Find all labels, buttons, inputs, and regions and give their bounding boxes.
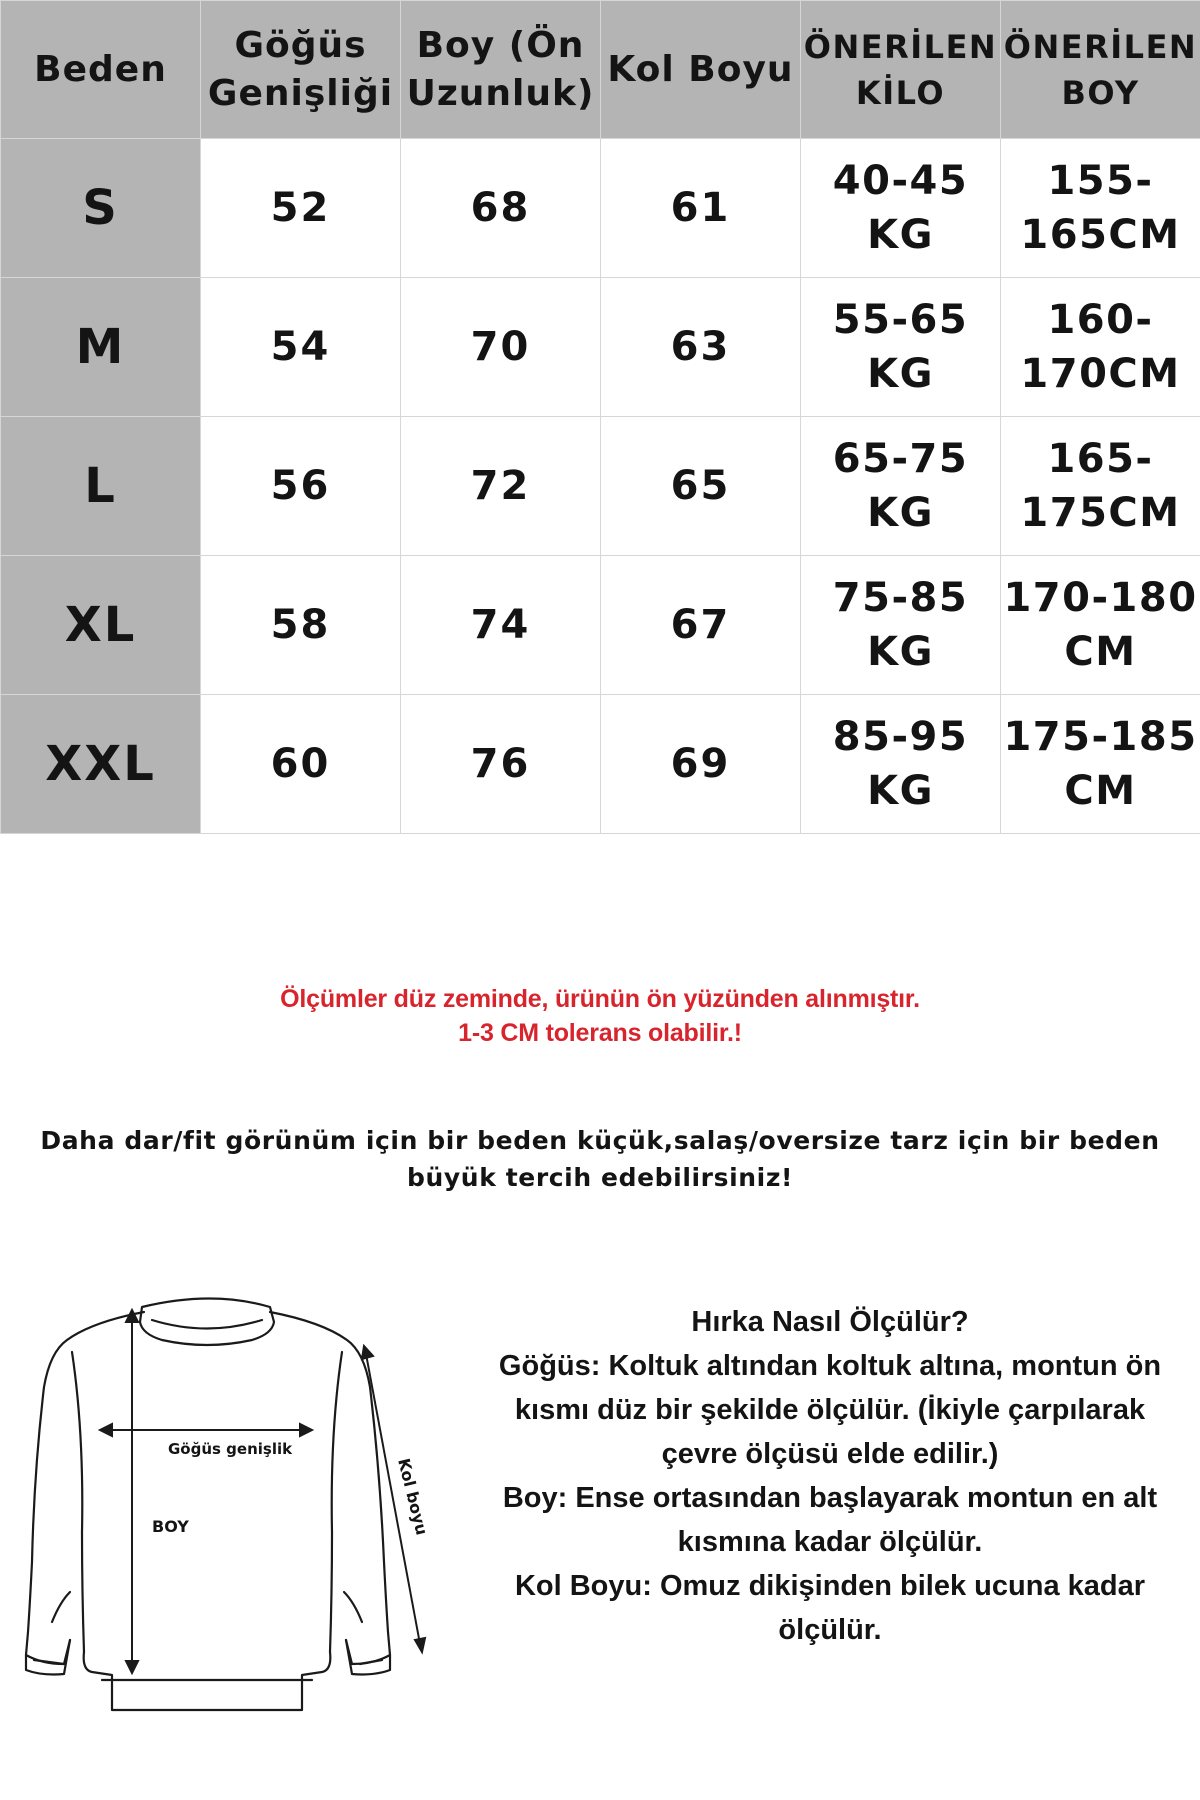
length-cell: 72 (401, 417, 601, 556)
chest-cell: 52 (201, 139, 401, 278)
height-cell: 155- 165CM (1001, 139, 1200, 278)
height-cell: 160- 170CM (1001, 278, 1200, 417)
chest-cell: 60 (201, 695, 401, 834)
table-row (1, 695, 1200, 834)
table-row (1, 417, 1200, 556)
weight-cell: 65-75 KG (801, 417, 1001, 556)
tolerance-note-line: 1-3 CM tolerans olabilir.! (458, 1019, 742, 1047)
sleeve-cell: 69 (601, 695, 801, 834)
chest-width-label: Göğüs genişlik (168, 1440, 293, 1458)
chest-cell: 56 (201, 417, 401, 556)
length-cell: 74 (401, 556, 601, 695)
instructions-title: Hırka Nasıl Ölçülür? (691, 1306, 969, 1338)
header-recommended-weight: ÖNERİLEN KİLO (801, 1, 1001, 139)
header-size: Beden (1, 1, 201, 139)
sweater-outline-icon (26, 1299, 390, 1711)
length-label: BOY (152, 1517, 189, 1536)
size-chart-table (0, 0, 1200, 834)
size-cell: S (1, 139, 201, 278)
weight-cell: 75-85 KG (801, 556, 1001, 695)
header-chest-width: Göğüs Genişliği (201, 1, 401, 139)
length-cell: 76 (401, 695, 601, 834)
size-cell: M (1, 278, 201, 417)
weight-cell: 40-45 KG (801, 139, 1001, 278)
length-cell: 68 (401, 139, 601, 278)
sleeve-cell: 61 (601, 139, 801, 278)
table-row (1, 556, 1200, 695)
instructions-line: Kol Boyu: Omuz dikişinden bilek ucuna kadar (514, 1570, 1146, 1602)
sweater-measurement-diagram (12, 1292, 442, 1712)
instructions-line: Göğüs: Koltuk altından koltuk altına, montun ön (498, 1350, 1162, 1382)
measurement-arrows (100, 1310, 425, 1673)
weight-cell: 85-95 KG (801, 695, 1001, 834)
fit-advice-line: büyük tercih edebilirsiniz! (407, 1163, 793, 1192)
fit-advice-note (0, 1122, 1200, 1196)
height-cell: 175-185 CM (1001, 695, 1200, 834)
instructions-line: çevre ölçüsü elde edilir.) (661, 1438, 999, 1470)
instructions-line: kısmı düz bir şekilde ölçülür. (İkiyle çarpılarak (514, 1394, 1146, 1426)
sleeve-cell: 67 (601, 556, 801, 695)
weight-cell: 55-65 KG (801, 278, 1001, 417)
instructions-line: ölçülür. (778, 1614, 882, 1646)
size-cell: XXL (1, 695, 201, 834)
fit-advice-line: Daha dar/fit görünüm için bir beden küçük,salaş/oversize tarz için bir beden (40, 1126, 1160, 1155)
height-cell: 165- 175CM (1001, 417, 1200, 556)
height-cell: 170-180 CM (1001, 556, 1200, 695)
header-sleeve-length: Kol Boyu (601, 1, 801, 139)
tolerance-note (0, 982, 1200, 1050)
sleeve-cell: 65 (601, 417, 801, 556)
sleeve-cell: 63 (601, 278, 801, 417)
table-header-row (1, 1, 1200, 139)
header-recommended-height: ÖNERİLEN BOY (1001, 1, 1200, 139)
sleeve-length-label: Kol boyu (394, 1456, 432, 1538)
header-front-length: Boy (Ön Uzunluk) (401, 1, 601, 139)
tolerance-note-line: Ölçümler düz zeminde, ürünün ön yüzünden alınmıştır. (280, 985, 920, 1013)
table-row (1, 278, 1200, 417)
length-cell: 70 (401, 278, 601, 417)
instructions-line: Boy: Ense ortasından başlayarak montun en alt (502, 1482, 1158, 1514)
table-row (1, 139, 1200, 278)
measurement-instructions (482, 1300, 1178, 1652)
size-cell: L (1, 417, 201, 556)
instructions-line: kısmına kadar ölçülür. (677, 1526, 983, 1558)
size-cell: XL (1, 556, 201, 695)
chest-cell: 58 (201, 556, 401, 695)
chest-cell: 54 (201, 278, 401, 417)
